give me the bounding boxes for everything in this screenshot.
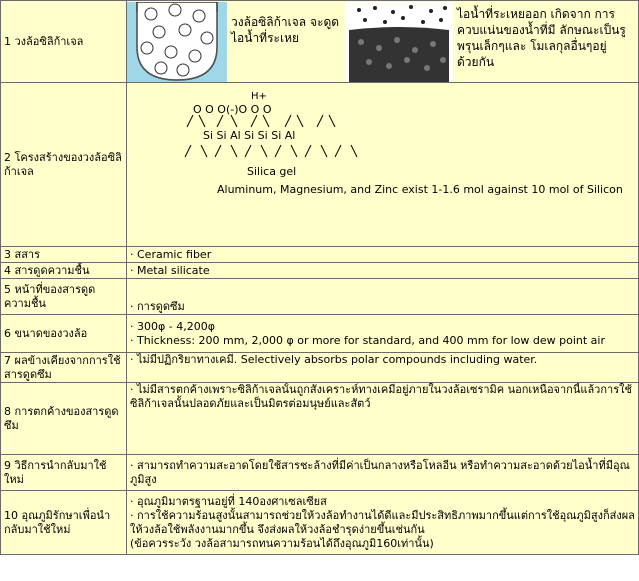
standard-temp: · อุณภูมิมาตรฐานอยู่ที่ 140องศาเซลเซียส [130,494,327,508]
thickness: · Thickness: 200 mm, 2,000 φ or more for standard, and 400 mm for low dew point air [130,333,605,347]
row-value: · ไม่มีปฏิกริยาทางเคมี. Selectively absorbs polar compounds including water. [127,353,639,383]
table-row [1,315,639,353]
row-value [127,315,639,353]
table-row [1,263,639,279]
size-range: · 300φ - 4,200φ [130,319,215,333]
caution-note: (ข้อควรระวัง วงล้อสามารถทนความร้อนได้ถึงอุณภูมิ160เท่านั้น) [130,536,434,550]
row-label: 1 วงล้อซิลิก้าเจล [1,1,127,83]
table-row [1,383,639,455]
row-label: 4 สารดูดความชื้น [1,263,127,279]
row-label: 9 วิธีการนำกลับมาใช้ใหม่ [1,455,127,491]
row-value: · Ceramic fiber [127,247,639,263]
row-label: 5 หน้าที่ของสารดูดความชื้น [1,279,127,315]
atom-labels: Si Si Al Si Si Si Al [203,128,296,142]
hplus-label: H+ [251,90,267,102]
silica-wheel-image [127,2,227,82]
row-value [127,491,639,555]
row-label: 3 สสาร [1,247,127,263]
table-row [1,279,639,315]
row-value [127,83,639,247]
table-row [1,455,639,491]
row-label: 10 อุณภูมิรักษาเพื่อนำกลับมาใช้ใหม่ [1,491,127,555]
row-value: · สามารถทำความสะอาดโดยใช้สารชะล้างที่มีค่าเป็นกลางหรือโหลอีน หรือทำความสะอาดด้วยไอน้ำที่มีอุณภูมิสูง [127,455,639,491]
table-row [1,353,639,383]
high-temp-note: · การใช้ความร้อนสูงนั้นสามารถช่วยให้วงล้อทำงานได้ดีและมีประสิทธิภาพมากขึ้นแต่การใช้อุณภูมิสูงก็ส่งผลให้วงล้อใช้พลังงานมากขึ้น จึงส่งผลให้วงล้อชำรุดง่ายขึ้นเช่นกัน [130,508,635,536]
table-row [1,491,639,555]
row-value [127,1,639,83]
table-row [1,247,639,263]
silica-structure-diagram [127,85,427,165]
oxygen-labels: O O O(-)O O O [193,102,272,116]
row-value: · การดูดซึม [127,279,639,315]
table-row [1,83,639,247]
row-caption: วงล้อซิลิก้าเจล จะดูดไอน้ำที่ระเหย [231,14,340,45]
row-value: · ไม่มีสารตกค้างเพราะซิลิก้าเจลนั้นถูกสังเคราะห์ทางเคมีอยู่ภายในวงล้อเซรามิค นอกเหนือจากนี้แล้วการใช้ซิลิก้าเจลนั้นปลอดภัยและเป็นมิตรต่อมนุษย์และสัตว์ [127,383,639,455]
composition-caption: Aluminum, Magnesium, and Zinc exist 1-1.6 mol against 10 mol of Silicon [217,182,623,196]
evaporation-image [345,2,453,82]
row-label: 7 ผลข้างเคียงจากการใช้สารดูดซึม [1,353,127,383]
table-row [1,1,639,83]
row-value: · Metal silicate [127,263,639,279]
row-caption: ไอน้ำที่ระเหยออก เกิดจาก การควบแน่นของน้ำที่มี ลักษณะเป็นรูพรุนเล็กๆและ โมเลกุลอื่นๆอยู่ด้วยกัน [457,6,626,69]
silica-gel-caption: Silica gel [247,164,297,178]
row-label: 8 การตกค้างของสารดูดซึม [1,383,127,455]
row-label: 6 ขนาดของวงล้อ [1,315,127,353]
row-label: 2 โครงสร้างของวงล้อซิลิก้าเจล [1,83,127,247]
